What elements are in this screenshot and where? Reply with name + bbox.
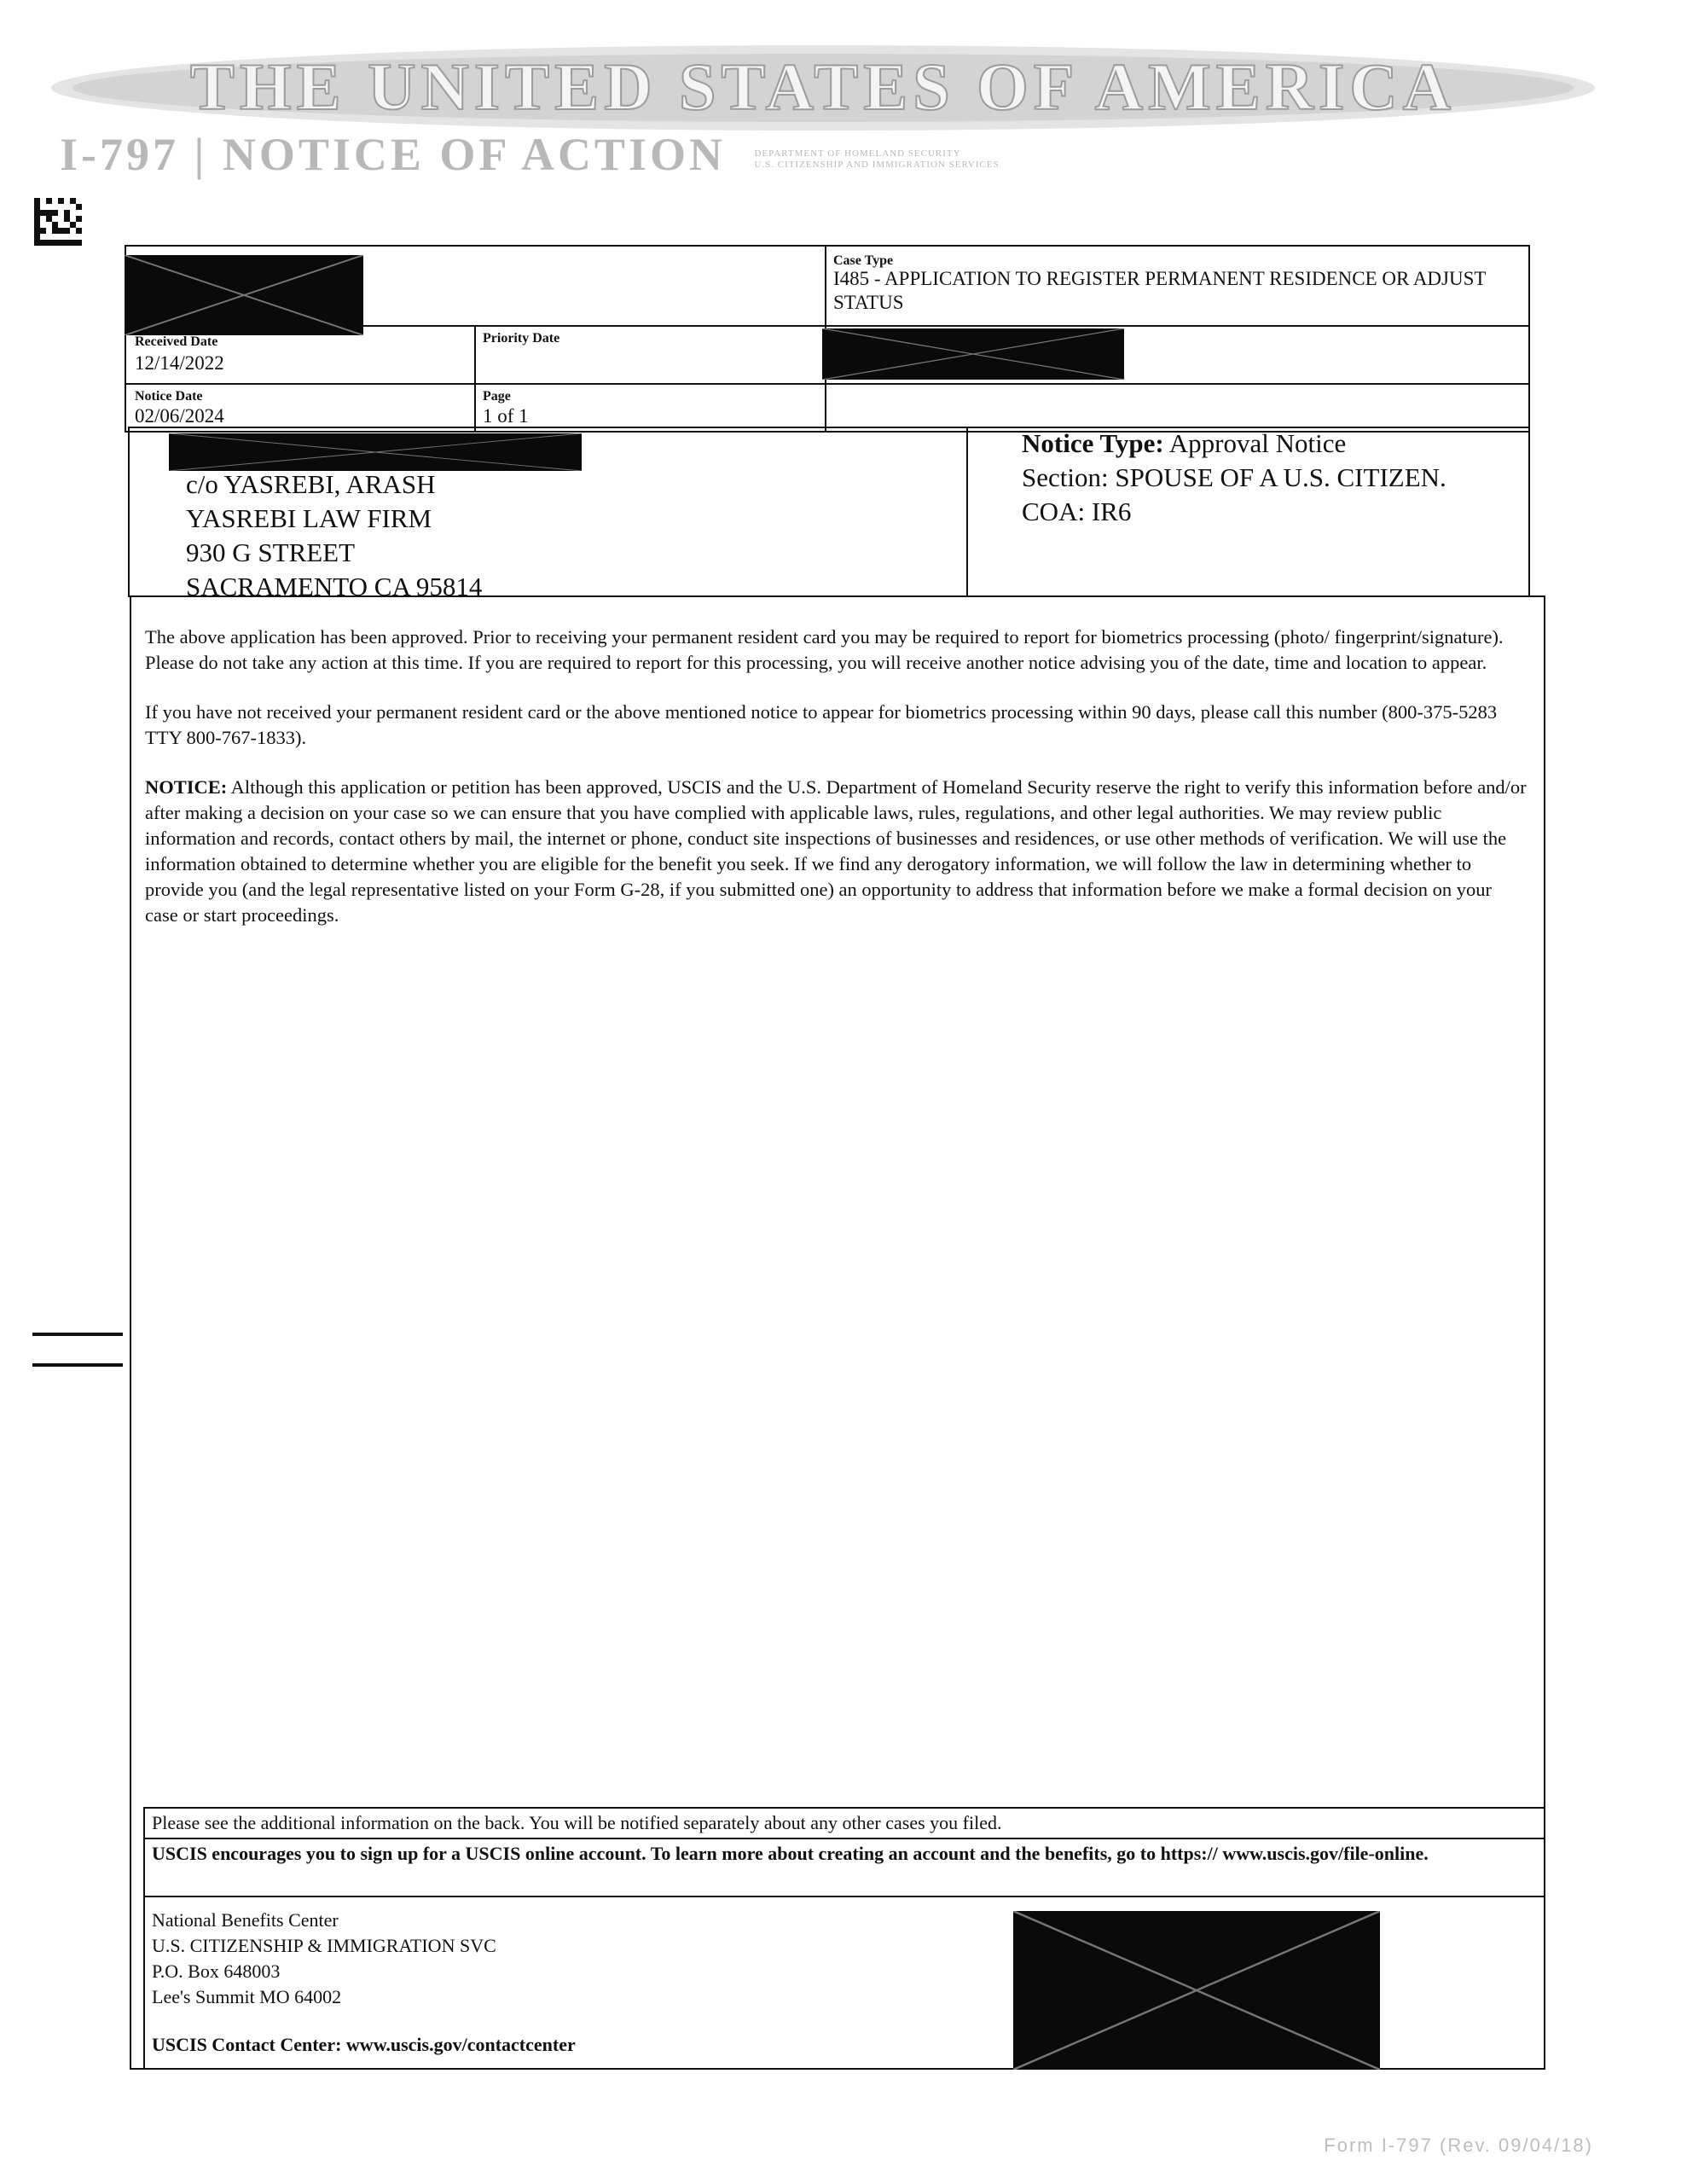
case-type-label: Case Type: [833, 253, 894, 268]
notice-lead: NOTICE:: [145, 776, 228, 798]
recipient-city: SACRAMENTO CA 95814: [186, 572, 483, 601]
scan-mark: [32, 1333, 123, 1336]
verification-notice: [145, 775, 1528, 928]
office-address: [152, 1908, 496, 2010]
office-city: Lee's Summit MO 64002: [152, 1986, 342, 2007]
department-line-1: DEPARTMENT OF HOMELAND SECURITY: [754, 148, 961, 159]
contact-center: USCIS Contact Center: www.uscis.gov/contactcenter: [152, 2034, 576, 2055]
redacted-uscis-number: [822, 328, 1124, 380]
office-agency: U.S. CITIZENSHIP & IMMIGRATION SVC: [152, 1935, 496, 1956]
form-title: [60, 128, 1000, 181]
divider: [143, 1807, 145, 2070]
department-line-2: U.S. CITIZENSHIP AND IMMIGRATION SERVICES: [754, 159, 1000, 170]
recipient-address: [186, 468, 482, 604]
additional-info-note: Please see the additional information on the back. You will be notified separately about any other cases you filed.: [152, 1812, 1002, 1833]
office-name: National Benefits Center: [152, 1909, 339, 1931]
divider: [474, 325, 476, 433]
page-label: Page: [483, 389, 511, 404]
contact-paragraph: If you have not received your permanent resident card or the above mentioned notice to appear for biometrics processing within 90 days, please call this number (800-375-5283 TTY 800-767-1833).: [145, 701, 1498, 748]
redacted-recipient-name: [169, 433, 582, 471]
case-type-value: I485 - APPLICATION TO REGISTER PERMANENT RESIDENCE OR ADJUST STATUS: [833, 268, 1487, 313]
redacted-receipt-number: [125, 255, 363, 335]
page-value: 1 of 1: [483, 405, 529, 427]
form-number: Form I-797 (Rev. 09/04/18): [1324, 2135, 1593, 2156]
notice-section: Section: SPOUSE OF A U.S. CITIZEN.: [1022, 462, 1446, 492]
divider: [143, 1838, 1545, 1839]
recipient-street: 930 G STREET: [186, 537, 356, 567]
notice-date-label: Notice Date: [135, 389, 203, 404]
notice-details: [1022, 427, 1446, 529]
approval-paragraph: The above application has been approved. Prior to receiving your permanent resident card you may be required to report for biometrics processing (photo/ fingerprint/signature). Please do not take any action at this time. If you are required to report for this processing, you will receive another notice advising you of the date, time and location to appear.: [145, 626, 1504, 673]
notice-type: [1022, 427, 1446, 461]
divider: [966, 427, 968, 597]
notice-coa: COA: IR6: [1022, 497, 1132, 526]
redacted-signature: [1013, 1911, 1380, 2070]
header-banner: [43, 41, 1603, 135]
department-lines: [754, 148, 999, 171]
agency-title: THE UNITED STATES OF AMERICA: [189, 49, 1457, 124]
received-date-label: Received Date: [135, 334, 218, 349]
notice-date-value: 02/06/2024: [135, 405, 224, 427]
priority-date-label: Priority Date: [483, 331, 560, 346]
barcode-icon: [34, 198, 82, 246]
online-account-note: USCIS encourages you to sign up for a USCIS online account. To learn more about creating an account and the benefits, go to https:// www.uscis.gov/file-online.: [152, 1843, 1429, 1864]
divider: [125, 383, 1530, 385]
notice-body: [145, 624, 1528, 952]
notice-text: Although this application or petition has been approved, USCIS and the U.S. Department of Homeland Security reserve the right to verify this information before and/or after making a decision on your case so we can ensure that you have complied with applicable laws, rules, regulations, and other legal authorities. We may review public information and records, contact others by mail, the internet or phone, conduct site inspections of businesses and residences, or use other methods of verification. We will use the information obtained to determine whether you are eligible for the benefit you seek. If we find any derogatory information, we will follow the law in determining whether to provide you (and the legal representative listed on your Form G-28, if you submitted one) an opportunity to address that information before we make a formal decision on your case or start proceedings.: [145, 776, 1527, 926]
recipient-care-of: c/o YASREBI, ARASH: [186, 469, 436, 499]
notice-type-value: Approval Notice: [1168, 428, 1347, 458]
scan-mark: [32, 1363, 123, 1367]
recipient-firm: YASREBI LAW FIRM: [186, 503, 432, 533]
divider: [143, 1807, 1545, 1809]
divider: [143, 1896, 1545, 1897]
form-title-text: I-797 | NOTICE OF ACTION: [60, 129, 726, 180]
office-po-box: P.O. Box 648003: [152, 1960, 281, 1982]
notice-type-label: Notice Type:: [1022, 428, 1164, 458]
received-date-value: 12/14/2022: [135, 352, 224, 374]
